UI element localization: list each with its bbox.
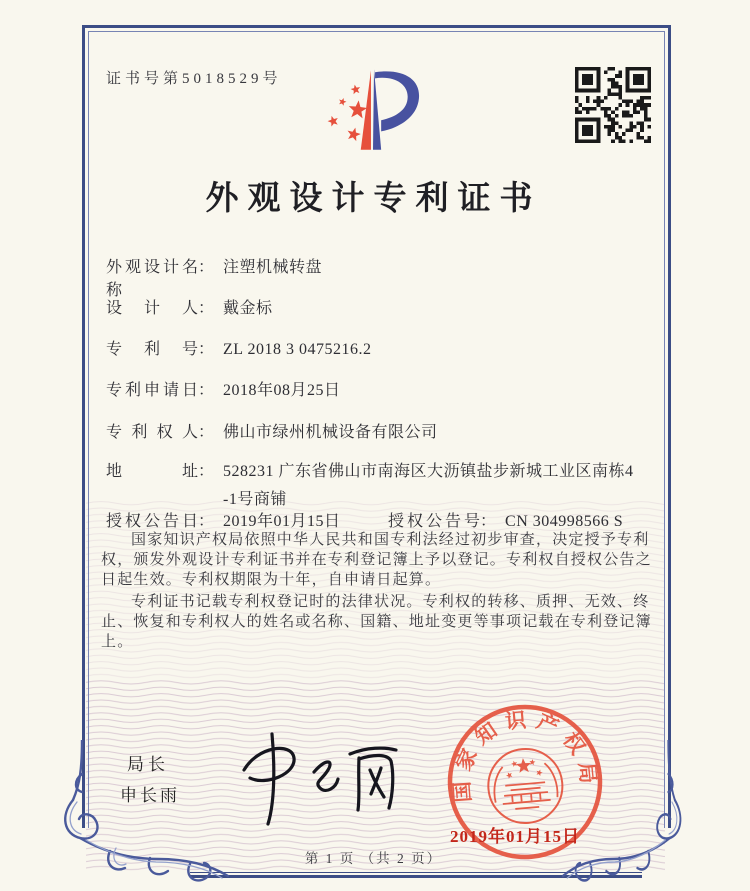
director-title: 局长: [127, 755, 169, 774]
svg-text:国家知识产权局: [444, 702, 602, 804]
handwritten-signature-icon: [212, 726, 407, 831]
seal-text: 国家知识产权局: [449, 707, 602, 804]
field-label: 专利申请日: [106, 382, 198, 399]
legal-paragraph-2: 专利证书记载专利权登记时的法律状况。专利权的转移、质押、无效、终止、恢复和专利权人的姓名或名称、国籍、地址变更等事项记载在专利登记簿上。: [101, 594, 652, 650]
field-value: 佛山市绿州机械设备有限公司: [223, 424, 438, 441]
field-grant-number: 授权公告号： CN 304998566 S: [388, 508, 623, 531]
field-label: 授权公告号: [388, 513, 480, 530]
field-designer: 设计人： 戴金标: [106, 295, 666, 318]
field-label: 地址: [106, 463, 198, 480]
field-patent-number: 专利号： ZL 2018 3 0475216.2: [106, 336, 666, 359]
bottom-border-rule: [190, 872, 642, 880]
legal-paragraph-1: 国家知识产权局依照中华人民共和国专利法经过初步审查，决定授予专利权，颁发外观设计专利证书并在专利登记簿上予以登记。专利权自授权公告之日起生效。专利权期限为十年，自申请日起算。: [101, 532, 652, 588]
national-emblem-icon: [485, 746, 565, 826]
logo-blue-wedge: [373, 69, 381, 150]
legal-text: [101, 530, 663, 654]
certificate-title: 外观设计专利证书: [205, 181, 542, 217]
field-label: 专利号: [106, 341, 198, 358]
field-value: ZL 2018 3 0475216.2: [223, 341, 372, 358]
certificate-number: 证书号第5018529号: [106, 71, 282, 87]
field-address: 地址： 528231 广东省佛山市南海区大沥镇盐步新城工业区南栋4 -1号商铺: [106, 458, 666, 509]
field-value: 戴金标: [223, 300, 273, 317]
field-value: CN 304998566 S: [505, 513, 624, 530]
field-label: 外观设计名称: [106, 259, 198, 299]
field-label: 授权公告日: [106, 513, 198, 530]
field-value: 528231 广东省佛山市南海区大沥镇盐步新城工业区南栋4: [223, 463, 634, 480]
field-grant-row: 授权公告日： 2019年01月15日 授权公告号： CN 304998566 S: [106, 508, 666, 531]
field-value: 注塑机械转盘: [223, 259, 323, 276]
page-number: 第 1 页 （共 2 页）: [304, 851, 443, 866]
field-filing-date: 专利申请日： 2018年08月25日: [106, 377, 666, 400]
field-label: 设计人: [106, 300, 198, 317]
cnipa-logo-icon: [322, 64, 424, 156]
logo-p-bowl: [375, 71, 419, 131]
field-label: 专利权人: [106, 424, 198, 441]
qr-code: [575, 67, 651, 143]
field-patentee: 专利权人： 佛山市绿州机械设备有限公司: [106, 419, 666, 442]
director-name: 申长雨: [120, 786, 180, 805]
field-value-line2: -1号商铺: [223, 491, 287, 508]
field-value: 2019年01月15日: [223, 513, 341, 530]
field-design-name: 外观设计名称： 注塑机械转盘: [106, 254, 666, 300]
field-value: 2018年08月25日: [223, 382, 341, 399]
seal-date: 2019年01月15日: [450, 827, 580, 846]
